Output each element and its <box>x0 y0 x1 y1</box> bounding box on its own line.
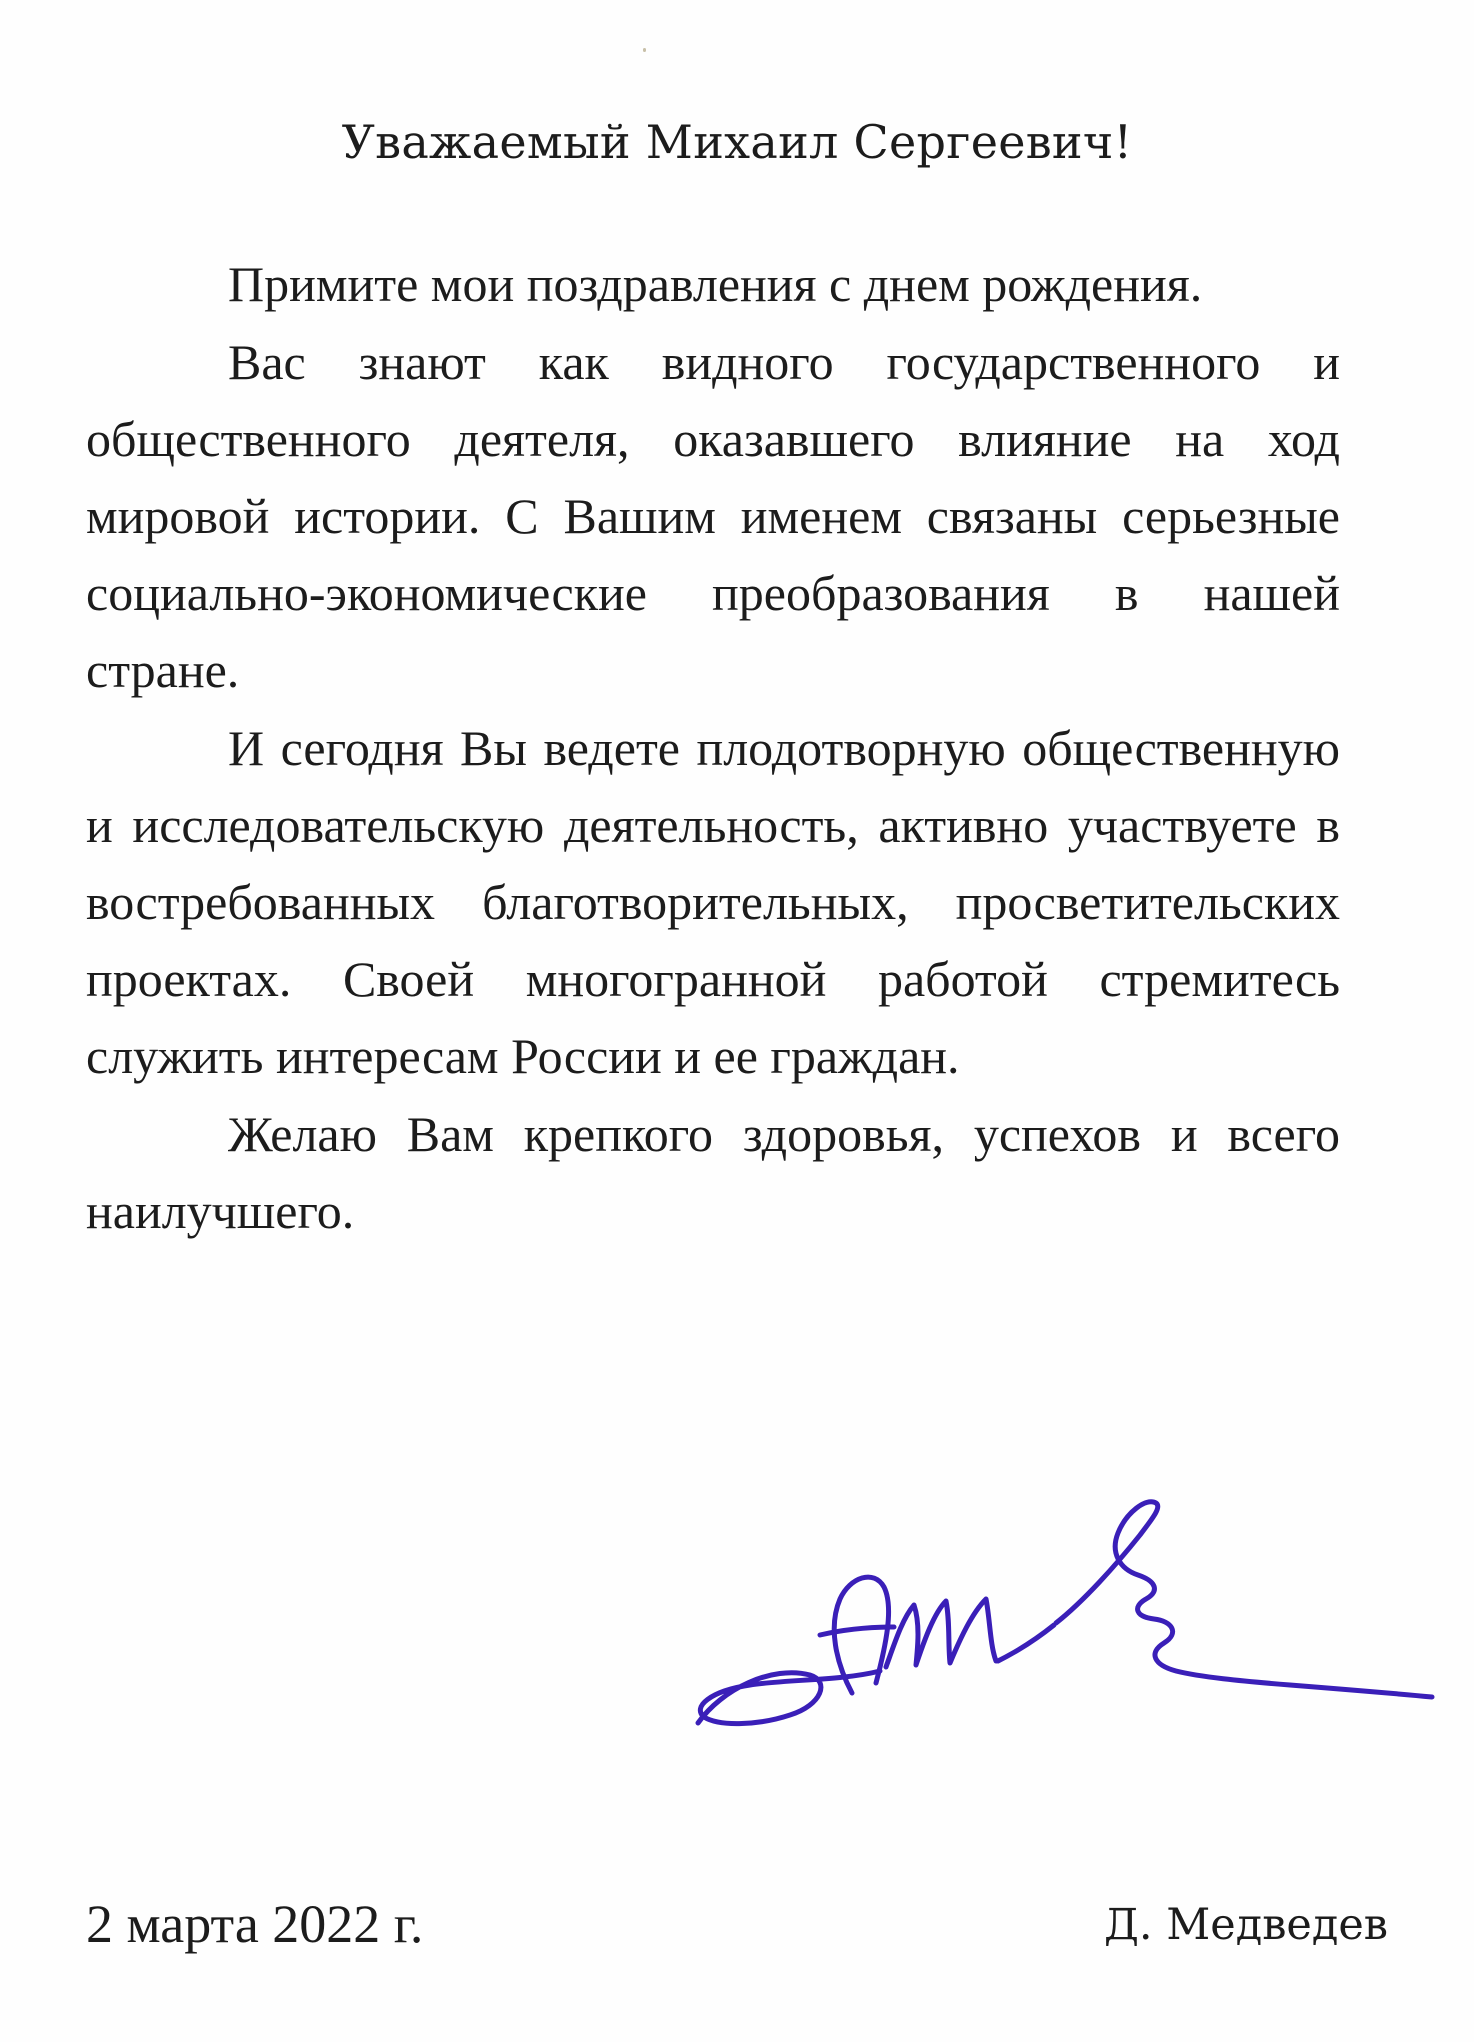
salutation: Уважаемый Михаил Сергеевич! <box>341 115 1133 169</box>
paragraph-recognition: Вас знают как видного государственного и общественного деятеля, оказавшего влияние на ход мировой истории. С Вашим именем связаны серьезные социально-экономические преобразования в нашей стране. <box>86 334 1340 698</box>
letter-date: 2 марта 2022 г. <box>86 1894 424 1954</box>
paragraph-activity: И сегодня Вы ведете плодотворную общественную и исследовательскую деятельность, активно участвуете в востребованных благотворительных, просветительских проектах. Своей многогранной работой стремитесь служить интересам России и ее граждан. <box>86 720 1340 1084</box>
signer-name: Д. Медведев <box>1103 1900 1388 1950</box>
letter-body <box>86 246 1340 1250</box>
handwritten-signature <box>680 1495 1450 1775</box>
paragraph-greeting: Примите мои поздравления с днем рождения. <box>228 256 1203 312</box>
paragraph-wishes: Желаю Вам крепкого здоровья, успехов и всего наилучшего. <box>86 1106 1340 1239</box>
paper-speck <box>643 48 646 52</box>
